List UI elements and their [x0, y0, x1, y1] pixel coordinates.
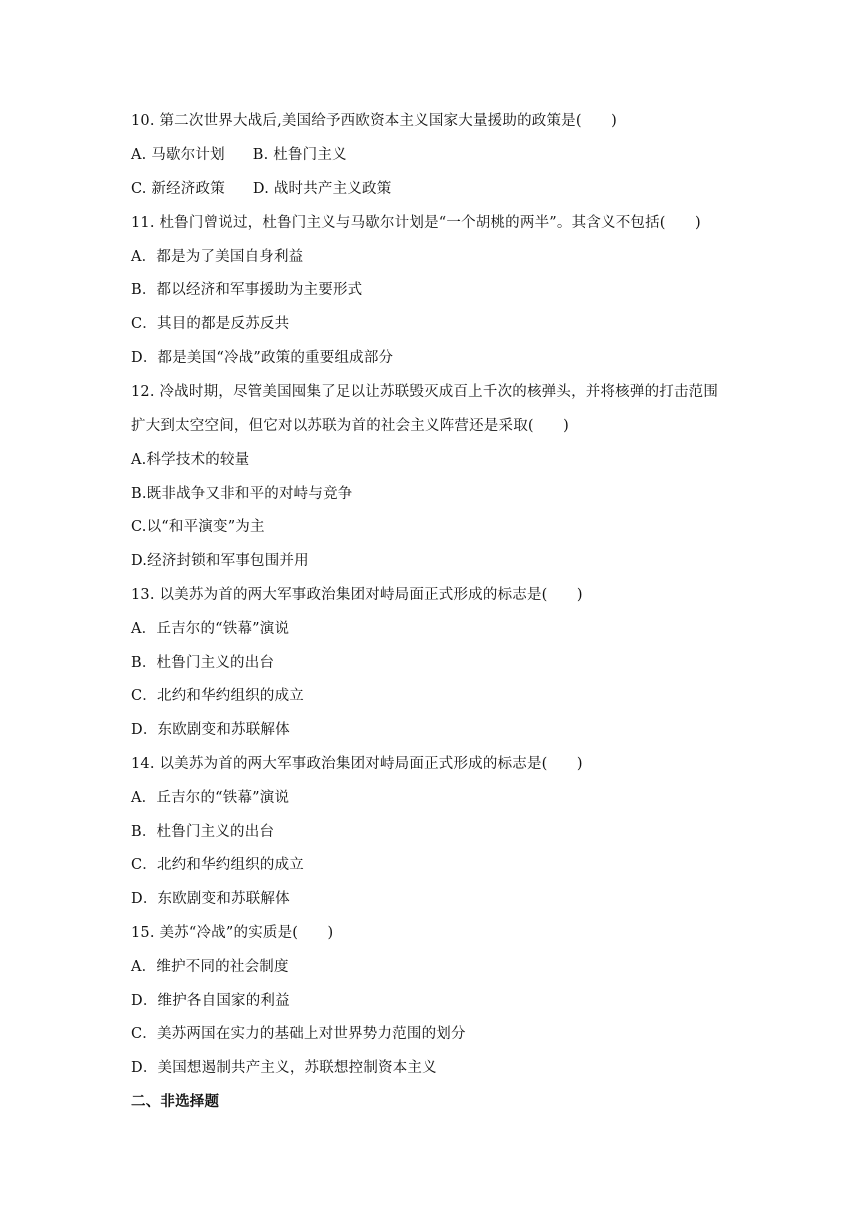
question-13-stem: 13. 以美苏为首的两大军事政治集团对峙局面正式形成的标志是( ) [131, 587, 583, 603]
question-14-option-a: A．丘吉尔的“铁幕”演说 [131, 790, 290, 806]
question-14-option-d: D．东欧剧变和苏联解体 [131, 891, 290, 907]
question-10-option-a: A. 马歇尔计划 [131, 147, 225, 163]
question-10-option-c: C. 新经济政策 [131, 181, 225, 197]
question-11-option-c: C．其目的都是反苏反共 [131, 316, 290, 332]
question-12-option-b: B.既非战争又非和平的对峙与竞争 [131, 486, 353, 502]
question-10-option-b: B. 杜鲁门主义 [252, 147, 347, 163]
question-10-option-d: D. 战时共产主义政策 [252, 181, 392, 197]
question-11-stem: 11. 杜鲁门曾说过，杜鲁门主义与马歇尔计划是“一个胡桃的两半”。其含义不包括( ) [131, 215, 701, 231]
question-13-option-c: C．北约和华约组织的成立 [131, 688, 304, 704]
question-12-stem-line-1: 12. 冷战时期，尽管美国囤集了足以让苏联毁灭成百上千次的核弹头，并将核弹的打击范围 [131, 384, 719, 400]
question-14-option-b: B．杜鲁门主义的出台 [131, 824, 275, 840]
question-13-option-b: B．杜鲁门主义的出台 [131, 655, 275, 671]
question-10-options-row-2 [131, 179, 391, 199]
question-11-option-a: A．都是为了美国自身利益 [131, 249, 304, 265]
question-10-options-row-1 [131, 145, 347, 165]
question-12-option-d: D.经济封锁和军事包围并用 [131, 553, 309, 569]
section-heading-non-choice: 二、非选择题 [131, 1093, 220, 1110]
question-13-option-a: A．丘吉尔的“铁幕”演说 [131, 621, 290, 637]
question-14-option-c: C．北约和华约组织的成立 [131, 857, 304, 873]
question-11-option-b: B．都以经济和军事援助为主要形式 [131, 282, 363, 298]
question-12-option-a: A.科学技术的较量 [131, 452, 250, 468]
question-15-option-d: D．美国想遏制共产主义，苏联想控制资本主义 [131, 1060, 437, 1076]
question-15-option-d-first: D．维护各自国家的利益 [131, 993, 290, 1009]
question-15-option-c: C．美苏两国在实力的基础上对世界势力范围的划分 [131, 1026, 466, 1042]
question-13-option-d: D．东欧剧变和苏联解体 [131, 722, 290, 738]
question-12-stem-line-2: 扩大到太空空间，但它对以苏联为首的社会主义阵营还是采取( ) [131, 418, 570, 434]
question-15-option-a: A．维护不同的社会制度 [131, 959, 289, 975]
question-12-option-c: C.以“和平演变”为主 [131, 519, 265, 535]
question-10-stem: 10. 第二次世界大战后,美国给予西欧资本主义国家大量援助的政策是( ) [131, 113, 617, 129]
question-11-option-d: D．都是美国“冷战”政策的重要组成部分 [131, 350, 394, 366]
question-14-stem: 14. 以美苏为首的两大军事政治集团对峙局面正式形成的标志是( ) [131, 756, 583, 772]
question-15-stem: 15. 美苏“冷战”的实质是( ) [131, 925, 334, 941]
